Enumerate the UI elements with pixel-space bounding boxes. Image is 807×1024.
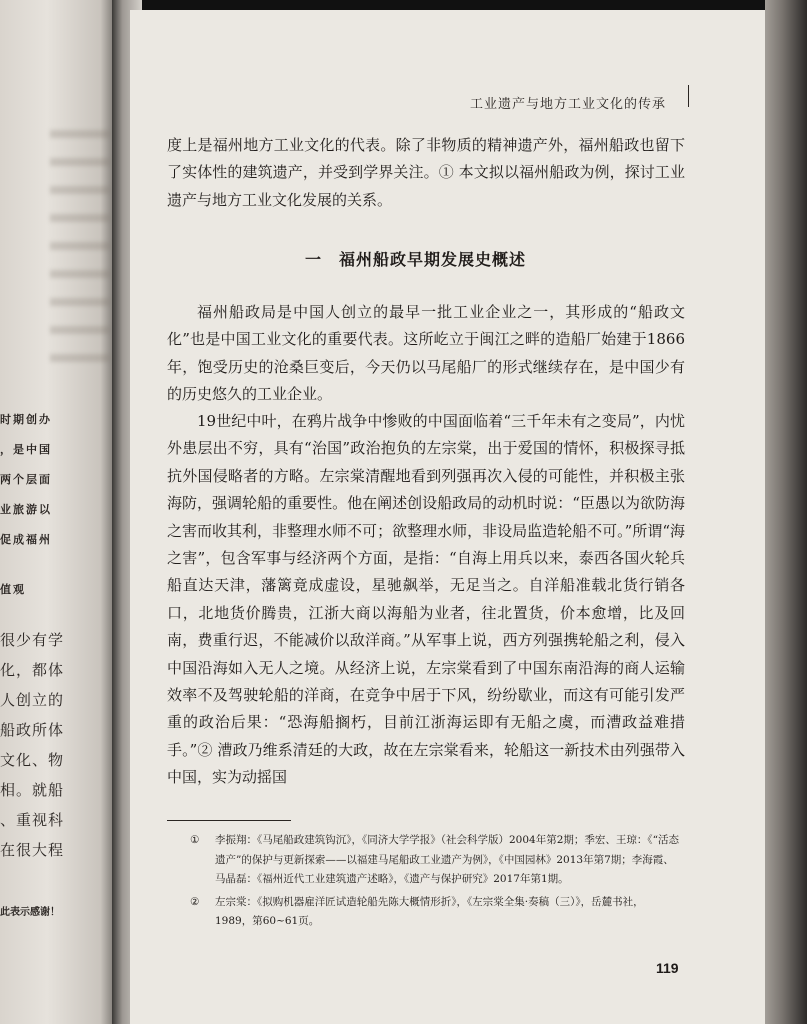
running-head-rule bbox=[688, 85, 689, 107]
left-line: 相。就船 bbox=[0, 781, 65, 799]
blurred-text-area bbox=[50, 130, 110, 380]
paragraph-1-text: 福州船政局是中国人创立的最早一批工业企业之一，其形成的“船政文化”也是中国工业文化的重要代表。这所屹立于闽江之畔的造船厂始建于1866年，饱受历史的沧桑巨变后，今天仍以马尾船厂的形式继续存在，是中国少有的历史悠久的工业企业。 bbox=[167, 303, 685, 404]
left-thanks: 此表示感谢！ bbox=[0, 907, 60, 918]
left-line: 时期创办 bbox=[0, 413, 52, 426]
paragraph-1 bbox=[167, 299, 685, 409]
left-line: 、重视科 bbox=[0, 811, 65, 829]
footnote-2 bbox=[190, 893, 680, 932]
footnote-text: 左宗棠：《拟购机器雇洋匠试造轮船先陈大概情形折》，《左宗棠全集·奏稿（三）》，岳麓书社，1989，第60~61页。 bbox=[215, 895, 644, 927]
intro-text: 度上是福州地方工业文化的代表。除了非物质的精神遗产外，福州船政也留下了实体性的建筑遗产，并受到学界关注。① 本文拟以福州船政为例，探讨工业遗产与地方工业文化发展的关系。 bbox=[167, 136, 685, 209]
left-line: 值观 bbox=[0, 583, 26, 596]
left-line: 两个层面 bbox=[0, 473, 52, 486]
footnote-mark: ① bbox=[190, 834, 200, 846]
left-page-text bbox=[0, 405, 112, 923]
footnote-1 bbox=[190, 831, 680, 890]
intro-paragraph bbox=[167, 132, 685, 214]
section-title: 一 福州船政早期发展史概述 bbox=[305, 250, 527, 269]
left-line: 文化、物 bbox=[0, 751, 65, 769]
left-line: ，是中国 bbox=[0, 443, 52, 456]
left-line: 化，都体 bbox=[0, 661, 65, 679]
footnote-mark: ② bbox=[190, 895, 200, 908]
left-line: 促成福州 bbox=[0, 533, 52, 546]
left-line: 人创立的 bbox=[0, 691, 65, 709]
running-head: 工业遗产与地方工业文化的传承 bbox=[470, 97, 667, 112]
left-line: 业旅游以 bbox=[0, 503, 52, 516]
left-page bbox=[0, 0, 118, 1024]
paragraph-2-text: 19世纪中叶，在鸦片战争中惨败的中国面临着“三千年未有之变局”，内忧外患层出不穷，具有“治国”政治抱负的左宗棠，出于爱国的情怀，积极探寻抵抗外国侵略者的方略。左宗棠清醒地看到列强再次入侵的可能性，并积极主张海防，强调轮船的重要性。他在阐述创设船政局的动机时说：“臣愚以为欲防海之害而收其利，非整理水师不可；欲整理水师，非设局监造轮船不可。”所谓“海之害”，包含军事与经济两个方面，是指：“自海上用兵以来，泰西各国火轮兵船直达天津，藩篱竟成虚设，星驰飙举，无足当之。自洋船准载北货行销各口，北地货价腾贵，江浙大商以海船为业者，往北置货，价本愈增，比及回南，费重行迟，不能减价以敌洋商。”从军事上说，西方列强携轮船之利，侵入中国沿海如入无人之境。从经济上说，左宗棠看到了中国东南沿海的商人运输效率不及驾驶轮船的洋商，在竞争中居于下风，纷纷歇业，而这有可能引发严重的政治后果：“恐海船搁朽，目前江浙海运即有无船之虞，而漕政益难措手。”② 漕政乃维系清廷的大政，故在左宗棠看来，轮船这一新技术由列强带入中国，实为动摇国 bbox=[167, 412, 685, 787]
page-edge bbox=[765, 0, 807, 1024]
paragraph-2 bbox=[167, 408, 685, 792]
left-line: 船政所体 bbox=[0, 721, 65, 739]
footnote-rule bbox=[167, 820, 291, 821]
page-number: 119 bbox=[656, 960, 679, 976]
left-line: 在很大程 bbox=[0, 841, 65, 859]
footnotes bbox=[190, 831, 680, 935]
footnote-text: 李振翔：《马尾船政建筑钩沉》，《同济大学学报》（社会科学版）2004年第2期；季宏、王琼：《“活态遗产”的保护与更新探索——以福建马尾船政工业遗产为例》，《中国园林》2013年第7期；李海霞、马晶磊：《福州近代工业建筑遗产述略》，《遗产与保护研究》2017年第1期。 bbox=[215, 834, 680, 885]
left-line: 很少有学 bbox=[0, 631, 65, 649]
